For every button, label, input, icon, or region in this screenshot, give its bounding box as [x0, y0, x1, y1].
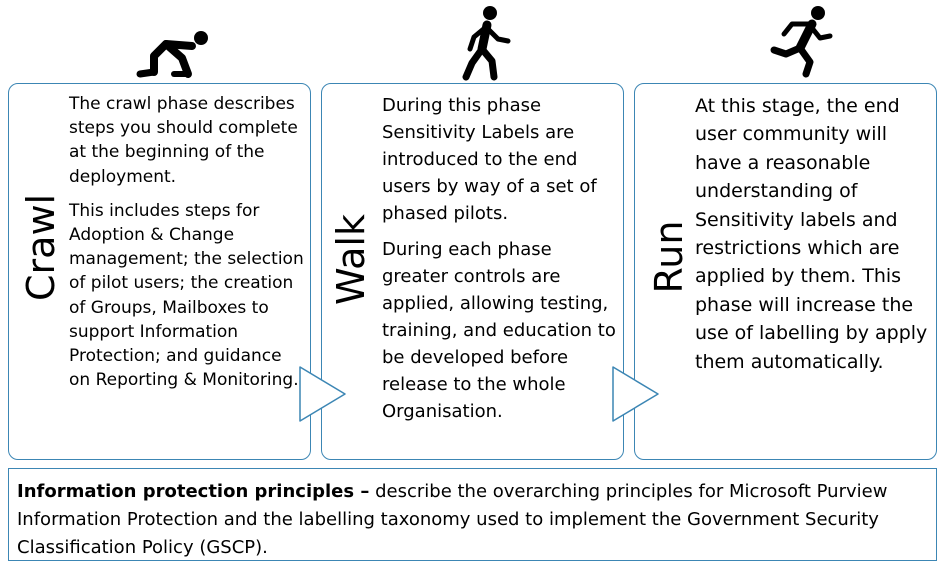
crawling-person-icon: [136, 28, 212, 80]
walk-phase-text: [382, 92, 620, 425]
run-paragraph-1: At this stage, the end user community will have a reasonable understanding of Sensitivity labels and restrictions which are applied by them. This phase will increase the use of labelling by apply them automatically.: [695, 95, 928, 373]
walk-to-run-arrow-icon: [612, 366, 660, 422]
walk-phase-card: [321, 83, 624, 460]
principles-footer-box: [8, 468, 937, 561]
crawl-paragraph-1: The crawl phase describes steps you should complete at the beginning of the deployment.: [69, 94, 298, 187]
crawl-paragraph-2: This includes steps for Adoption & Change management; the selection of pilot users; the creation of Groups, Mailboxes to support Information Protection; and guidance on Reporting & Monitoring.: [69, 200, 304, 391]
walk-paragraph-2: During each phase greater controls are applied, allowing testing, training, and education to be developed before release to the whole Organisation.: [382, 239, 616, 422]
crawl-phase-text: [69, 92, 305, 392]
running-person-icon: [768, 4, 836, 78]
run-phase-card: [634, 83, 937, 460]
principles-footer-title: Information protection principles –: [17, 481, 370, 502]
run-phase-label: Run: [647, 220, 691, 294]
crawl-to-walk-arrow-icon: [299, 366, 347, 422]
principles-footer-text: describe the overarching principles for Microsoft Purview Information Protection and the labelling taxonomy used to implement the Government Security Classification Policy (GSCP).: [17, 481, 888, 558]
crawl-phase-card: [8, 83, 311, 460]
run-phase-text: [695, 92, 931, 376]
walk-paragraph-1: During this phase Sensitivity Labels are introduced to the end users by way of a set of phased pilots.: [382, 95, 597, 224]
walk-phase-label: Walk: [329, 214, 373, 305]
walking-person-icon: [460, 5, 516, 81]
crawl-phase-label: Crawl: [19, 193, 63, 301]
